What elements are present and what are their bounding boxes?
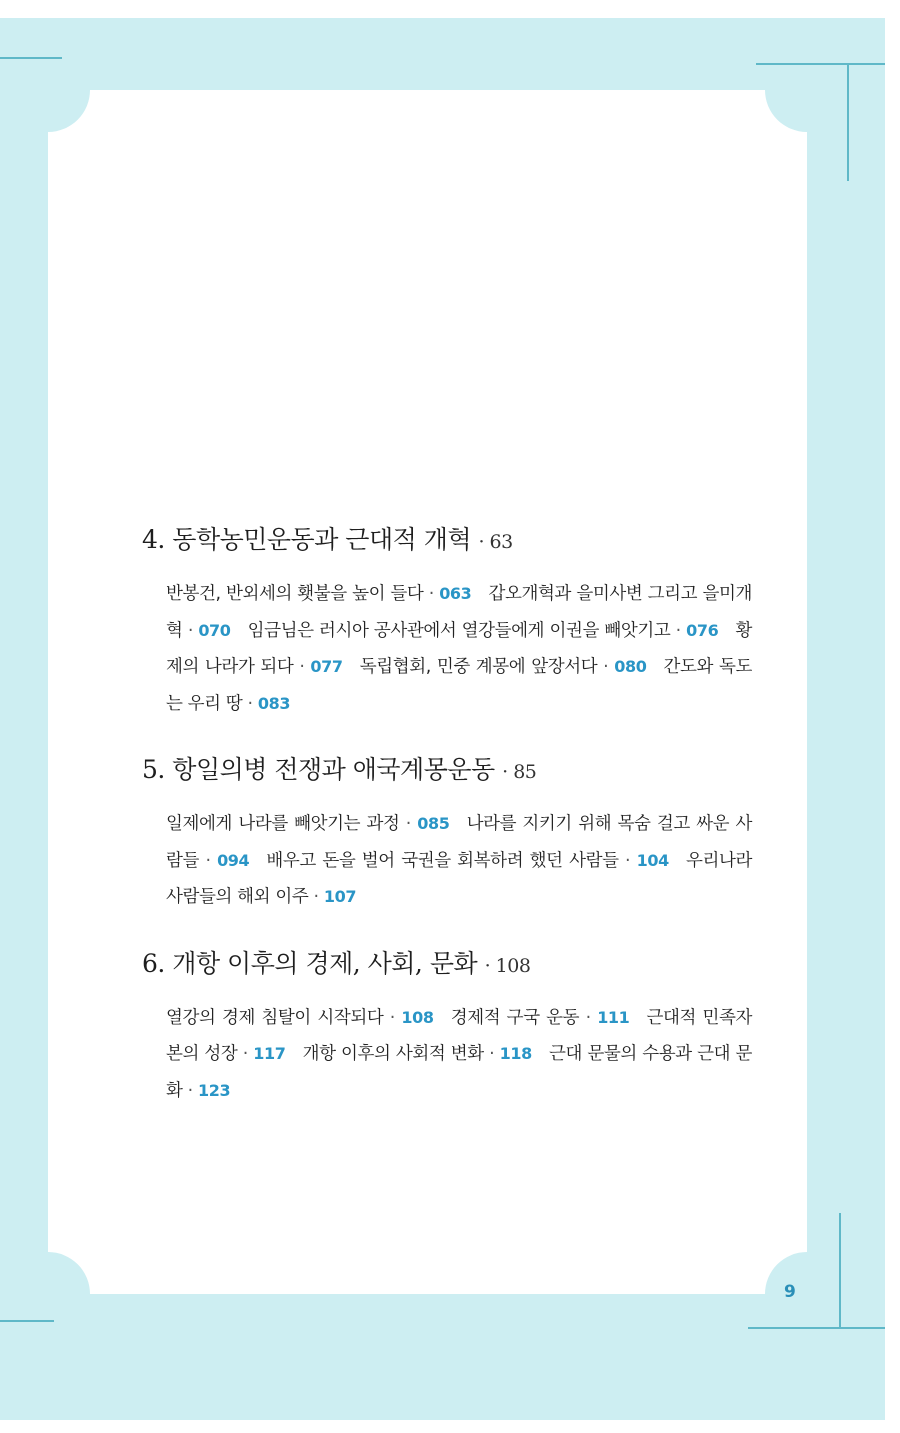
separator-dot: · (670, 620, 687, 641)
toc-entry-title: 임금님은 러시아 공사관에서 열강들에게 이권을 빼앗기고 (247, 620, 671, 641)
toc-section (142, 944, 752, 1110)
toc-entry (166, 1008, 434, 1028)
separator-dot: · (237, 1044, 254, 1064)
section-entries (166, 806, 752, 916)
frame-line-top-right-h (756, 63, 885, 65)
toc-entry-page: 111 (597, 1007, 630, 1027)
frame-line-bottom-left (0, 1320, 54, 1322)
toc-entry-page: 085 (417, 814, 450, 833)
toc-entry (166, 584, 471, 604)
frame-line-bottom-right-v (839, 1213, 841, 1329)
separator-dot: · (182, 1080, 199, 1101)
toc-entry-title: 우리나라 사람들의 해외 이주 (166, 850, 752, 907)
frame-line-top-right-v (847, 63, 849, 181)
page-number: 9 (784, 1282, 796, 1302)
toc-entry-title: 근대 문물의 수용과 근대 문화 (166, 1044, 752, 1101)
separator-dot: · (423, 584, 440, 604)
section-entries (166, 1000, 752, 1110)
toc-entry (303, 1044, 532, 1064)
toc-entry-title: 독립협회, 민중 계몽에 앞장서다 (359, 657, 598, 677)
section-title (142, 750, 752, 786)
separator-dot: · (182, 620, 199, 641)
toc-entry-page: 063 (439, 584, 472, 603)
separator-dot: · (383, 1007, 402, 1028)
section-page-number: · 108 (484, 954, 531, 977)
toc-entry (266, 851, 668, 871)
toc-entry-title: 황제의 나라가 되다 (166, 620, 752, 677)
toc-entry (166, 814, 449, 834)
toc-entry-page: 083 (257, 693, 291, 713)
section-title (142, 944, 752, 980)
toc-entry-title: 개항 이후의 사회적 변화 (302, 1044, 484, 1064)
toc-section (142, 750, 752, 916)
toc-section (142, 520, 752, 722)
toc-entry-page: 076 (686, 620, 719, 640)
toc-entry-title: 배우고 돈을 벌어 국권을 회복하려 했던 사람들 (266, 850, 619, 871)
toc-entry (451, 1008, 630, 1028)
section-page-number: · 85 (502, 761, 537, 783)
separator-dot: · (293, 657, 311, 677)
section-page-number: · 63 (478, 531, 513, 553)
toc-entry-page: 108 (401, 1007, 434, 1027)
toc-entry-title: 근대적 민족자본의 성장 (166, 1007, 752, 1064)
section-entries (166, 576, 752, 722)
toc-entry-title: 갑오개혁과 을미사변 그리고 을미개혁 (166, 584, 752, 641)
section-title-text: 4. 동학농민운동과 근대적 개혁 (142, 525, 471, 554)
frame-line-top-left (0, 57, 62, 59)
separator-dot: · (618, 850, 637, 871)
separator-dot: · (199, 850, 218, 871)
toc-entry-page: 123 (198, 1080, 231, 1100)
frame-line-bottom-right-h (748, 1327, 885, 1329)
separator-dot: · (483, 1044, 500, 1064)
toc-entry-title: 나라를 지키기 위해 목숨 걸고 싸운 사람들 (166, 814, 752, 871)
toc-entry-page: 094 (217, 850, 250, 870)
toc-entry-page: 070 (198, 620, 231, 640)
toc-entry-page: 077 (310, 657, 343, 676)
section-title-text: 6. 개항 이후의 경제, 사회, 문화 (142, 948, 478, 978)
toc-entry-page: 107 (323, 887, 357, 906)
toc-entry-page: 080 (614, 657, 647, 676)
section-title (142, 520, 752, 556)
separator-dot: · (242, 693, 258, 714)
separator-dot: · (399, 814, 418, 834)
toc-entry-title: 반봉건, 반외세의 횃불을 높이 들다 (166, 584, 424, 604)
toc-entry-title: 열강의 경제 침탈이 시작되다 (166, 1007, 384, 1028)
separator-dot: · (597, 657, 615, 677)
table-of-contents (142, 520, 752, 1137)
toc-entry-title: 일제에게 나라를 빼앗기는 과정 (166, 814, 400, 834)
toc-entry-page: 117 (253, 1044, 286, 1063)
toc-entry-title: 경제적 구국 운동 (450, 1007, 580, 1028)
section-title-text: 5. 항일의병 전쟁과 애국계몽운동 (142, 755, 495, 784)
toc-entry (360, 657, 647, 677)
toc-entry-title: 간도와 독도는 우리 땅 (166, 657, 752, 714)
toc-entry-page: 104 (636, 850, 669, 870)
toc-entry (248, 621, 719, 641)
separator-dot: · (308, 887, 324, 907)
toc-entry-page: 118 (499, 1044, 532, 1063)
separator-dot: · (579, 1007, 598, 1028)
